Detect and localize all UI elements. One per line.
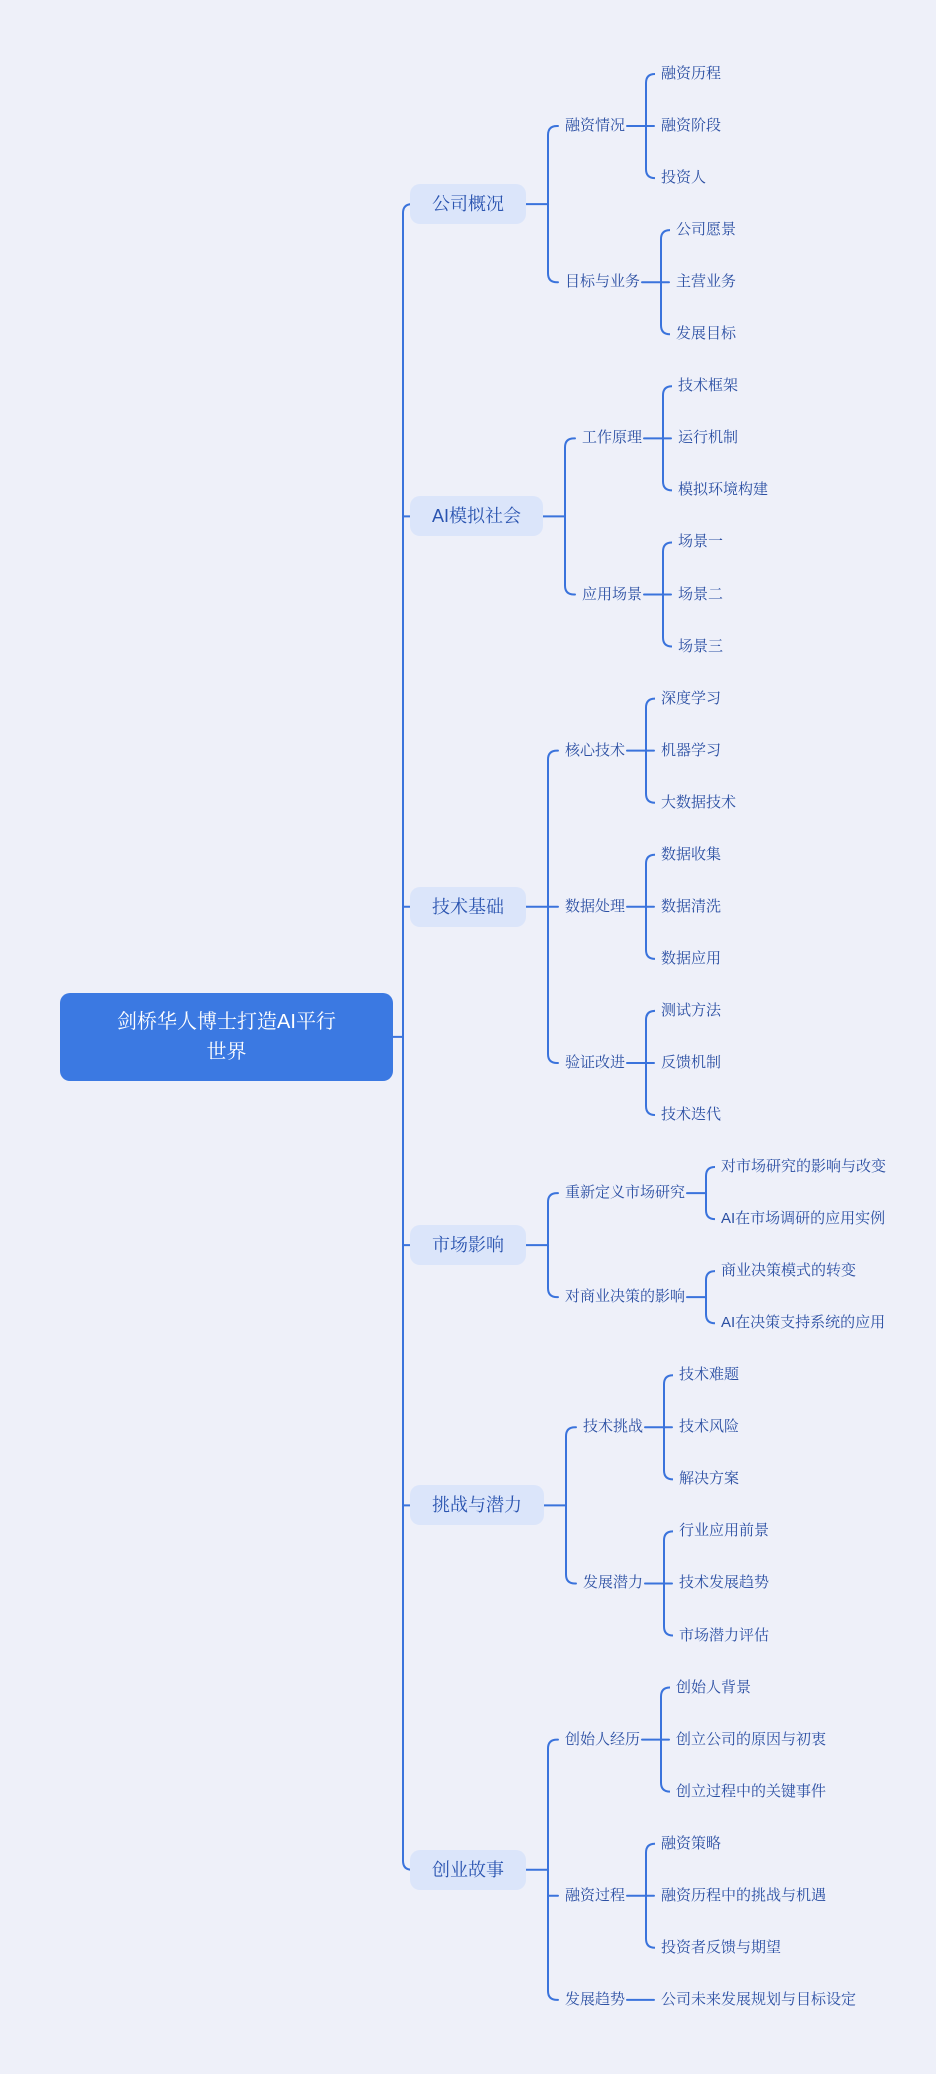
leaf-node[interactable]: 技术风险 [679, 1418, 740, 1436]
leaf-node[interactable]: 公司愿景 [676, 221, 737, 239]
leaf-node[interactable]: 场景三 [678, 637, 724, 655]
leaf-node[interactable]: 公司未来发展规划与目标设定 [661, 1990, 857, 2008]
leaf-node[interactable]: 行业应用前景 [679, 1522, 770, 1540]
leaf-node[interactable]: 数据收集 [661, 845, 722, 863]
leaf-node[interactable]: 创立过程中的关键事件 [676, 1782, 827, 1800]
leaf-node[interactable]: 技术发展趋势 [679, 1574, 770, 1592]
leaf-node[interactable]: 融资阶段 [661, 117, 722, 135]
leaf-node[interactable]: 反馈机制 [661, 1053, 722, 1071]
leaf-node[interactable]: 主营业务 [676, 273, 737, 291]
leaf-node[interactable]: 投资人 [661, 169, 707, 187]
sub-node[interactable]: 技术挑战 [583, 1418, 644, 1436]
leaf-node[interactable]: AI在决策支持系统的应用 [721, 1314, 886, 1332]
branch-node-3[interactable]: 技术基础 [410, 887, 526, 927]
leaf-node[interactable]: 融资策略 [661, 1834, 722, 1852]
root-title-line2: 世界 [206, 1040, 247, 1063]
branch-node-1[interactable]: 公司概况 [410, 184, 526, 224]
sub-node[interactable]: 创始人经历 [565, 1730, 641, 1748]
leaf-node[interactable]: 市场潜力评估 [679, 1626, 770, 1644]
sub-node[interactable]: 应用场景 [582, 585, 643, 603]
sub-node[interactable]: 重新定义市场研究 [565, 1184, 686, 1202]
leaf-node[interactable]: 深度学习 [661, 689, 722, 707]
leaf-node[interactable]: 解决方案 [679, 1470, 740, 1488]
sub-node[interactable]: 验证改进 [565, 1053, 626, 1071]
sub-node[interactable]: 核心技术 [565, 741, 626, 759]
sub-node[interactable]: 发展趋势 [565, 1990, 626, 2008]
leaf-node[interactable]: 场景一 [678, 533, 724, 551]
leaf-node[interactable]: 技术框架 [678, 377, 739, 395]
branch-node-6[interactable]: 创业故事 [410, 1850, 526, 1890]
leaf-node[interactable]: 创始人背景 [676, 1678, 752, 1696]
leaf-node[interactable]: 技术迭代 [661, 1106, 722, 1123]
leaf-node[interactable]: 数据清洗 [661, 897, 722, 915]
sub-node[interactable]: 数据处理 [565, 897, 626, 915]
leaf-node[interactable]: 数据应用 [661, 949, 722, 967]
leaf-node[interactable]: 运行机制 [678, 429, 739, 447]
sub-node[interactable]: 发展潜力 [583, 1574, 644, 1592]
leaf-node[interactable]: 技术难题 [679, 1366, 740, 1384]
sub-node[interactable]: 工作原理 [582, 429, 643, 447]
sub-node[interactable]: 对商业决策的影响 [565, 1288, 686, 1306]
sub-node[interactable]: 目标与业务 [565, 273, 641, 291]
leaf-node[interactable]: 投资者反馈与期望 [661, 1938, 782, 1956]
leaf-node[interactable]: AI在市场调研的应用实例 [721, 1210, 886, 1228]
root-title-line1: 剑桥华人博士打造AI平行 [117, 1010, 336, 1033]
leaf-node[interactable]: 场景二 [678, 585, 724, 603]
leaf-node[interactable]: 融资历程 [661, 65, 722, 82]
leaf-node[interactable]: 融资历程中的挑战与机遇 [661, 1886, 827, 1904]
leaf-node[interactable]: 对市场研究的影响与改变 [721, 1158, 887, 1176]
leaf-node[interactable]: 测试方法 [661, 1001, 722, 1019]
leaf-node[interactable]: 创立公司的原因与初衷 [676, 1730, 827, 1748]
sub-node[interactable]: 融资情况 [565, 117, 626, 135]
leaf-node[interactable]: 模拟环境构建 [678, 481, 769, 499]
leaf-node[interactable]: 大数据技术 [661, 793, 737, 811]
sub-node[interactable]: 融资过程 [565, 1886, 626, 1904]
branch-node-5[interactable]: 挑战与潜力 [410, 1485, 544, 1525]
branch-node-2[interactable]: AI模拟社会 [410, 496, 543, 536]
leaf-node[interactable]: 商业决策模式的转变 [721, 1262, 857, 1280]
leaf-node[interactable]: 发展目标 [676, 325, 737, 343]
leaf-node[interactable]: 机器学习 [661, 741, 722, 759]
root-node[interactable] [60, 993, 393, 1081]
branch-node-4[interactable]: 市场影响 [410, 1225, 526, 1265]
